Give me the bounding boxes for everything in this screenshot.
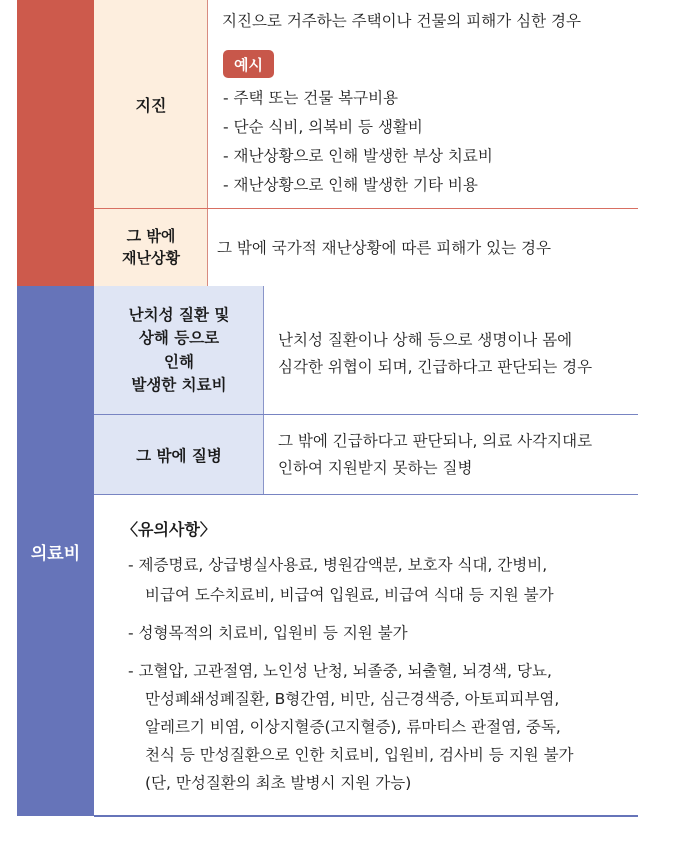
category-medical-label: 의료비	[17, 286, 94, 816]
other-disaster-label	[94, 208, 208, 286]
example-item: - 재난상황으로 인해 발생한 부상 치료비	[223, 147, 493, 165]
earthquake-description: 지진으로 거주하는 주택이나 건물의 피해가 심한 경우	[222, 12, 581, 30]
other-illness-description-line: 인하여 지원받지 못하는 질병	[278, 459, 473, 477]
table-bottom-border	[94, 815, 638, 817]
row-divider	[94, 414, 638, 415]
example-item: - 단순 식비, 의복비 등 생활비	[223, 118, 423, 136]
rare-disease-description-line: 심각한 위협이 되며, 긴급하다고 판단되는 경우	[278, 358, 593, 376]
note-item: - 성형목적의 치료비, 입원비 등 지원 불가	[128, 624, 408, 642]
note-item-continuation: 알레르기 비염, 이상지혈증(고지혈증), 류마티스 관절염, 중독,	[145, 718, 561, 736]
rare-disease-description-line: 난치성 질환이나 상해 등으로 생명이나 몸에	[278, 331, 573, 349]
rare-disease-label-line: 발생한 치료비	[131, 376, 227, 394]
column-divider	[263, 286, 264, 495]
rare-disease-label-line: 난치성 질환 및	[128, 305, 230, 324]
column-divider	[207, 0, 208, 286]
other-disaster-label-line2: 재난상황	[122, 249, 180, 267]
example-item: - 재난상황으로 인해 발생한 기타 비용	[223, 176, 478, 194]
rare-disease-label	[94, 286, 264, 415]
other-disaster-description: 그 밖에 국가적 재난상황에 따른 피해가 있는 경우	[217, 239, 551, 257]
rare-disease-label-line: 상해 등으로	[138, 329, 220, 347]
note-item-continuation: 천식 등 만성질환으로 인한 치료비, 입원비, 검사비 등 지원 불가	[145, 746, 574, 764]
earthquake-label: 지진	[94, 0, 208, 208]
note-item-continuation: 비급여 도수치료비, 비급여 입원료, 비급여 식대 등 지원 불가	[145, 586, 554, 604]
other-illness-description-line: 그 밖에 긴급하다고 판단되나, 의료 사각지대로	[278, 432, 593, 450]
row-divider	[94, 208, 638, 209]
other-illness-label: 그 밖에 질병	[94, 415, 264, 495]
note-item-continuation: (단, 만성질환의 최초 발병시 지원 가능)	[145, 774, 412, 792]
note-item: - 고혈압, 고관절염, 노인성 난청, 뇌졸중, 뇌출혈, 뇌경색, 당뇨,	[128, 662, 552, 680]
row-divider	[94, 494, 638, 495]
note-item-continuation: 만성폐쇄성폐질환, B형간염, 비만, 심근경색증, 아토피피부염,	[145, 690, 560, 708]
note-item: - 제증명료, 상급병실사용료, 병원감액분, 보호자 식대, 간병비,	[128, 556, 548, 574]
notes-title: 〈유의사항〉	[122, 520, 216, 539]
category-disaster-cell	[17, 0, 94, 286]
example-item: - 주택 또는 건물 복구비용	[223, 89, 399, 107]
example-badge: 예시	[223, 50, 274, 78]
other-disaster-label-line1: 그 밖에	[126, 227, 176, 245]
rare-disease-label-line: 인해	[164, 352, 194, 371]
